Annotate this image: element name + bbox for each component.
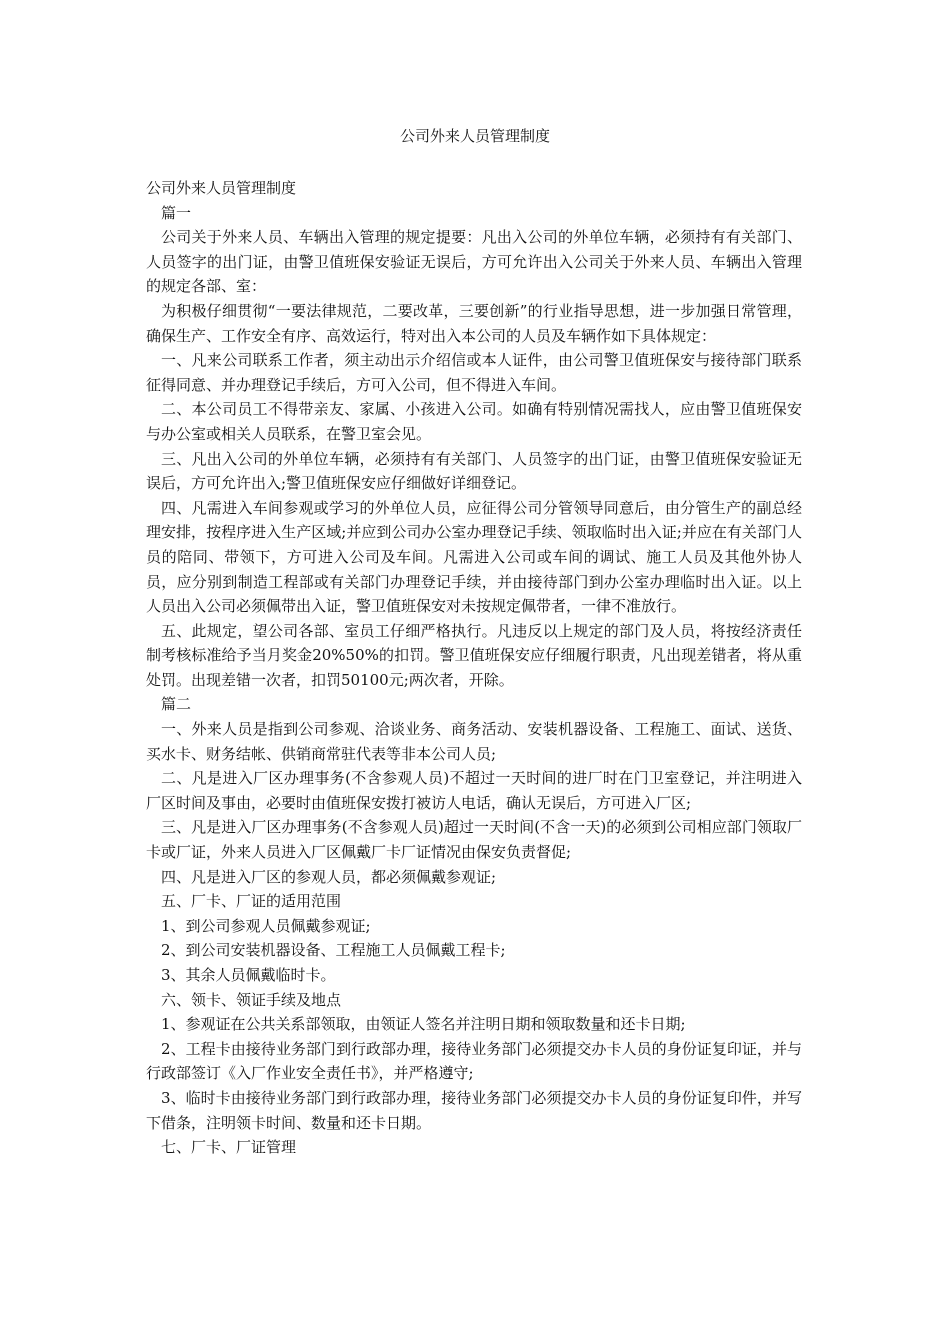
paragraph: 七、厂卡、厂证管理 <box>161 1138 297 1157</box>
paragraph: 2、工程卡由接待业务部门到行政部办理，接待业务部门必须提交办卡人员的身份证复印证，并与行政部签订《入厂作业安全责任书》，并严格遵守; <box>146 1039 802 1083</box>
paragraph: 二、凡是进入厂区办理事务(不含参观人员)不超过一天时间的进厂时在门卫室登记，并注明进入厂区时间及事由，必要时由值班保安拨打被访人电话，确认无误后，方可进入厂区; <box>146 769 802 812</box>
paragraph: 3、临时卡由接待业务部门到行政部办理，接待业务部门必须提交办卡人员的身份证复印件，并写下借条，注明领卡时间、数量和还卡日期。 <box>146 1088 802 1132</box>
paragraph: 1、参观证在公共关系部领取，由领证人签名并注明日期和领取数量和还卡日期; <box>161 1015 686 1034</box>
paragraph: 六、领卡、领证手续及地点 <box>161 990 342 1009</box>
paragraph: 五、此规定，望公司各部、室员工仔细严格执行。凡违反以上规定的部门及人员，将按经济责任制考核标准给予当月奖金20%50%的扣罚。警卫值班保安应仔细履行职责，凡出现差错者，将从重处罚。出现差错一次者，扣罚50100元;两次者，开除。 <box>146 621 802 689</box>
paragraph: 二、本公司员工不得带亲友、家属、小孩进入公司。如确有特别情况需找人，应由警卫值班保安与办公室或相关人员联系，在警卫室会见。 <box>146 400 802 443</box>
paragraph: 1、到公司参观人员佩戴参观证; <box>161 916 371 935</box>
paragraph: 2、到公司安装机器设备、工程施工人员佩戴工程卡; <box>161 941 506 960</box>
paragraph: 四、凡需进入车间参观或学习的外单位人员，应征得公司分管领导同意后，由分管生产的副总经理安排，按程序进入生产区域;并应到公司办公室办理登记手续、领取临时出入证;并应在有关部门人员的陪同、带领下，方可进入公司及车间。凡需进入公司或车间的调试、施工人员及其他外协人员，应分别到制造工程部或有关部门办理登记手续，并由接待部门到办公室办理临时出入证。以上人员出入公司必须佩带出入证，警卫值班保安对未按规定佩带者，一律不准放行。 <box>146 498 802 616</box>
document-body <box>146 176 802 1160</box>
paragraph: 篇一 <box>161 203 192 222</box>
document-title: 公司外来人员管理制度 <box>399 127 550 145</box>
paragraph: 篇二 <box>161 695 192 714</box>
paragraph: 一、凡来公司联系工作者，须主动出示介绍信或本人证件，由公司警卫值班保安与接待部门联系征得同意、并办理登记手续后，方可入公司，但不得进入车间。 <box>146 351 802 394</box>
paragraph: 一、外来人员是指到公司参观、洽谈业务、商务活动、安装机器设备、工程施工、面试、送货、买水卡、财务结帐、供销商常驻代表等非本公司人员; <box>146 720 802 763</box>
paragraph: 3、其余人员佩戴临时卡。 <box>161 966 336 984</box>
paragraph: 四、凡是进入厂区的参观人员，都必须佩戴参观证; <box>161 867 497 886</box>
paragraph: 公司关于外来人员、车辆出入管理的规定提要：凡出入公司的外单位车辆，必须持有有关部门、人员签字的出门证，由警卫值班保安验证无误后，方可允许出入公司关于外来人员、车辆出入管理的规定各部、室： <box>146 228 802 296</box>
paragraph: 公司外来人员管理制度 <box>146 179 297 197</box>
paragraph: 五、厂卡、厂证的适用范围 <box>161 892 342 911</box>
paragraph: 为积极仔细贯彻“一要法律规范，二要改革，三要创新”的行业指导思想，进一步加强日常管理，确保生产、工作安全有序、高效运行，特对出入本公司的人员及车辆作如下具体规定： <box>146 301 802 345</box>
paragraph: 三、凡出入公司的外单位车辆，必须持有有关部门、人员签字的出门证，由警卫值班保安验证无误后，方可允许出入;警卫值班保安应仔细做好详细登记。 <box>146 449 802 493</box>
paragraph: 三、凡是进入厂区办理事务(不含参观人员)超过一天时间(不含一天)的必须到公司相应部门领取厂卡或厂证，外来人员进入厂区佩戴厂卡厂证情况由保安负责督促; <box>146 818 802 862</box>
